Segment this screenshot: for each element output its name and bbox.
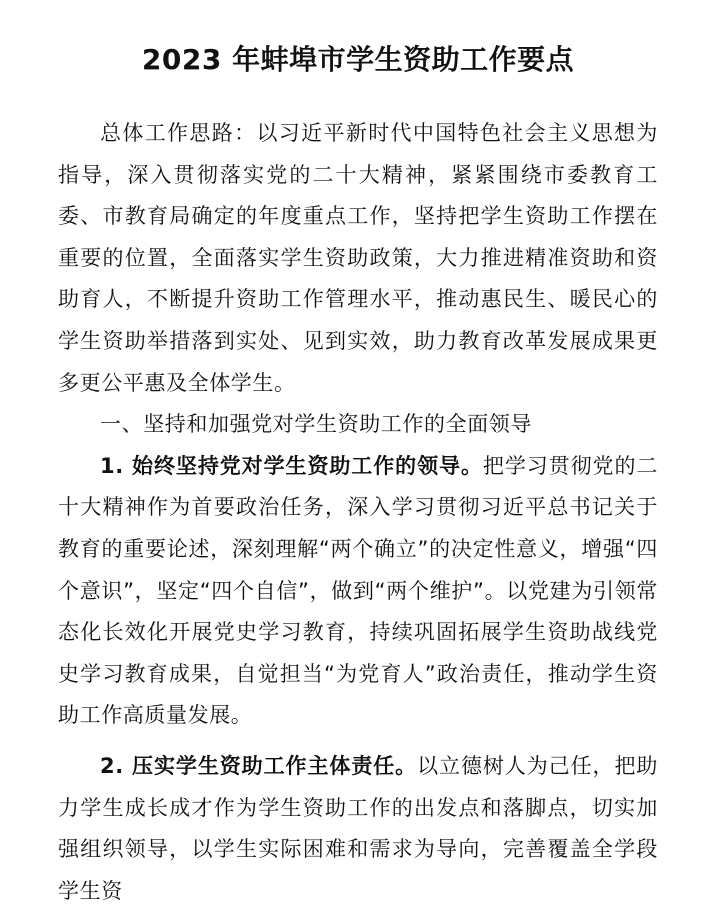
item-1-body: 把学习贯彻党的二十大精神作为首要政治任务，深入学习贯彻习近平总书记关于教育的重要论述，深刻理解“两个确立”的决定性意义，增强“四个意识”，坚定“四个自信”，做到“两个维护”。以党建为引领常态化长效化开展党史学习教育，持续巩固拓展学生资助战线党史学习教育成果，自觉担当“为党育人”政治责任，推动学生资助工作高质量发展。	[58, 453, 658, 728]
document-title: 2023 年蚌埠市学生资助工作要点	[141, 43, 575, 76]
item-2-body: 以立德树人为己任，把助力学生成长成才作为学生资助工作的出发点和落脚点，切实加强组织领导，以学生实际困难和需求为导向，完善覆盖全学段学生资	[58, 753, 658, 903]
item-1-paragraph	[58, 446, 658, 737]
intro-paragraph: 总体工作思路：以习近平新时代中国特色社会主义思想为指导，深入贯彻落实党的二十大精神，紧紧围绕市委教育工委、市教育局确定的年度重点工作，坚持把学生资助工作摆在重要的位置，全面落实学生资助政策，大力推进精准资助和资助育人，不断提升资助工作管理水平，推动惠民生、暖民心的学生资助举措落到实处、见到实效，助力教育改革发展成果更多更公平惠及全体学生。	[58, 121, 658, 395]
item-2-paragraph	[58, 746, 658, 912]
section-heading-1: 一、坚持和加强党对学生资助工作的全面领导	[100, 412, 532, 437]
item-2-heading: 2. 压实学生资助工作主体责任。	[100, 753, 418, 778]
item-1-heading: 1. 始终坚持党对学生资助工作的领导。	[100, 453, 483, 478]
